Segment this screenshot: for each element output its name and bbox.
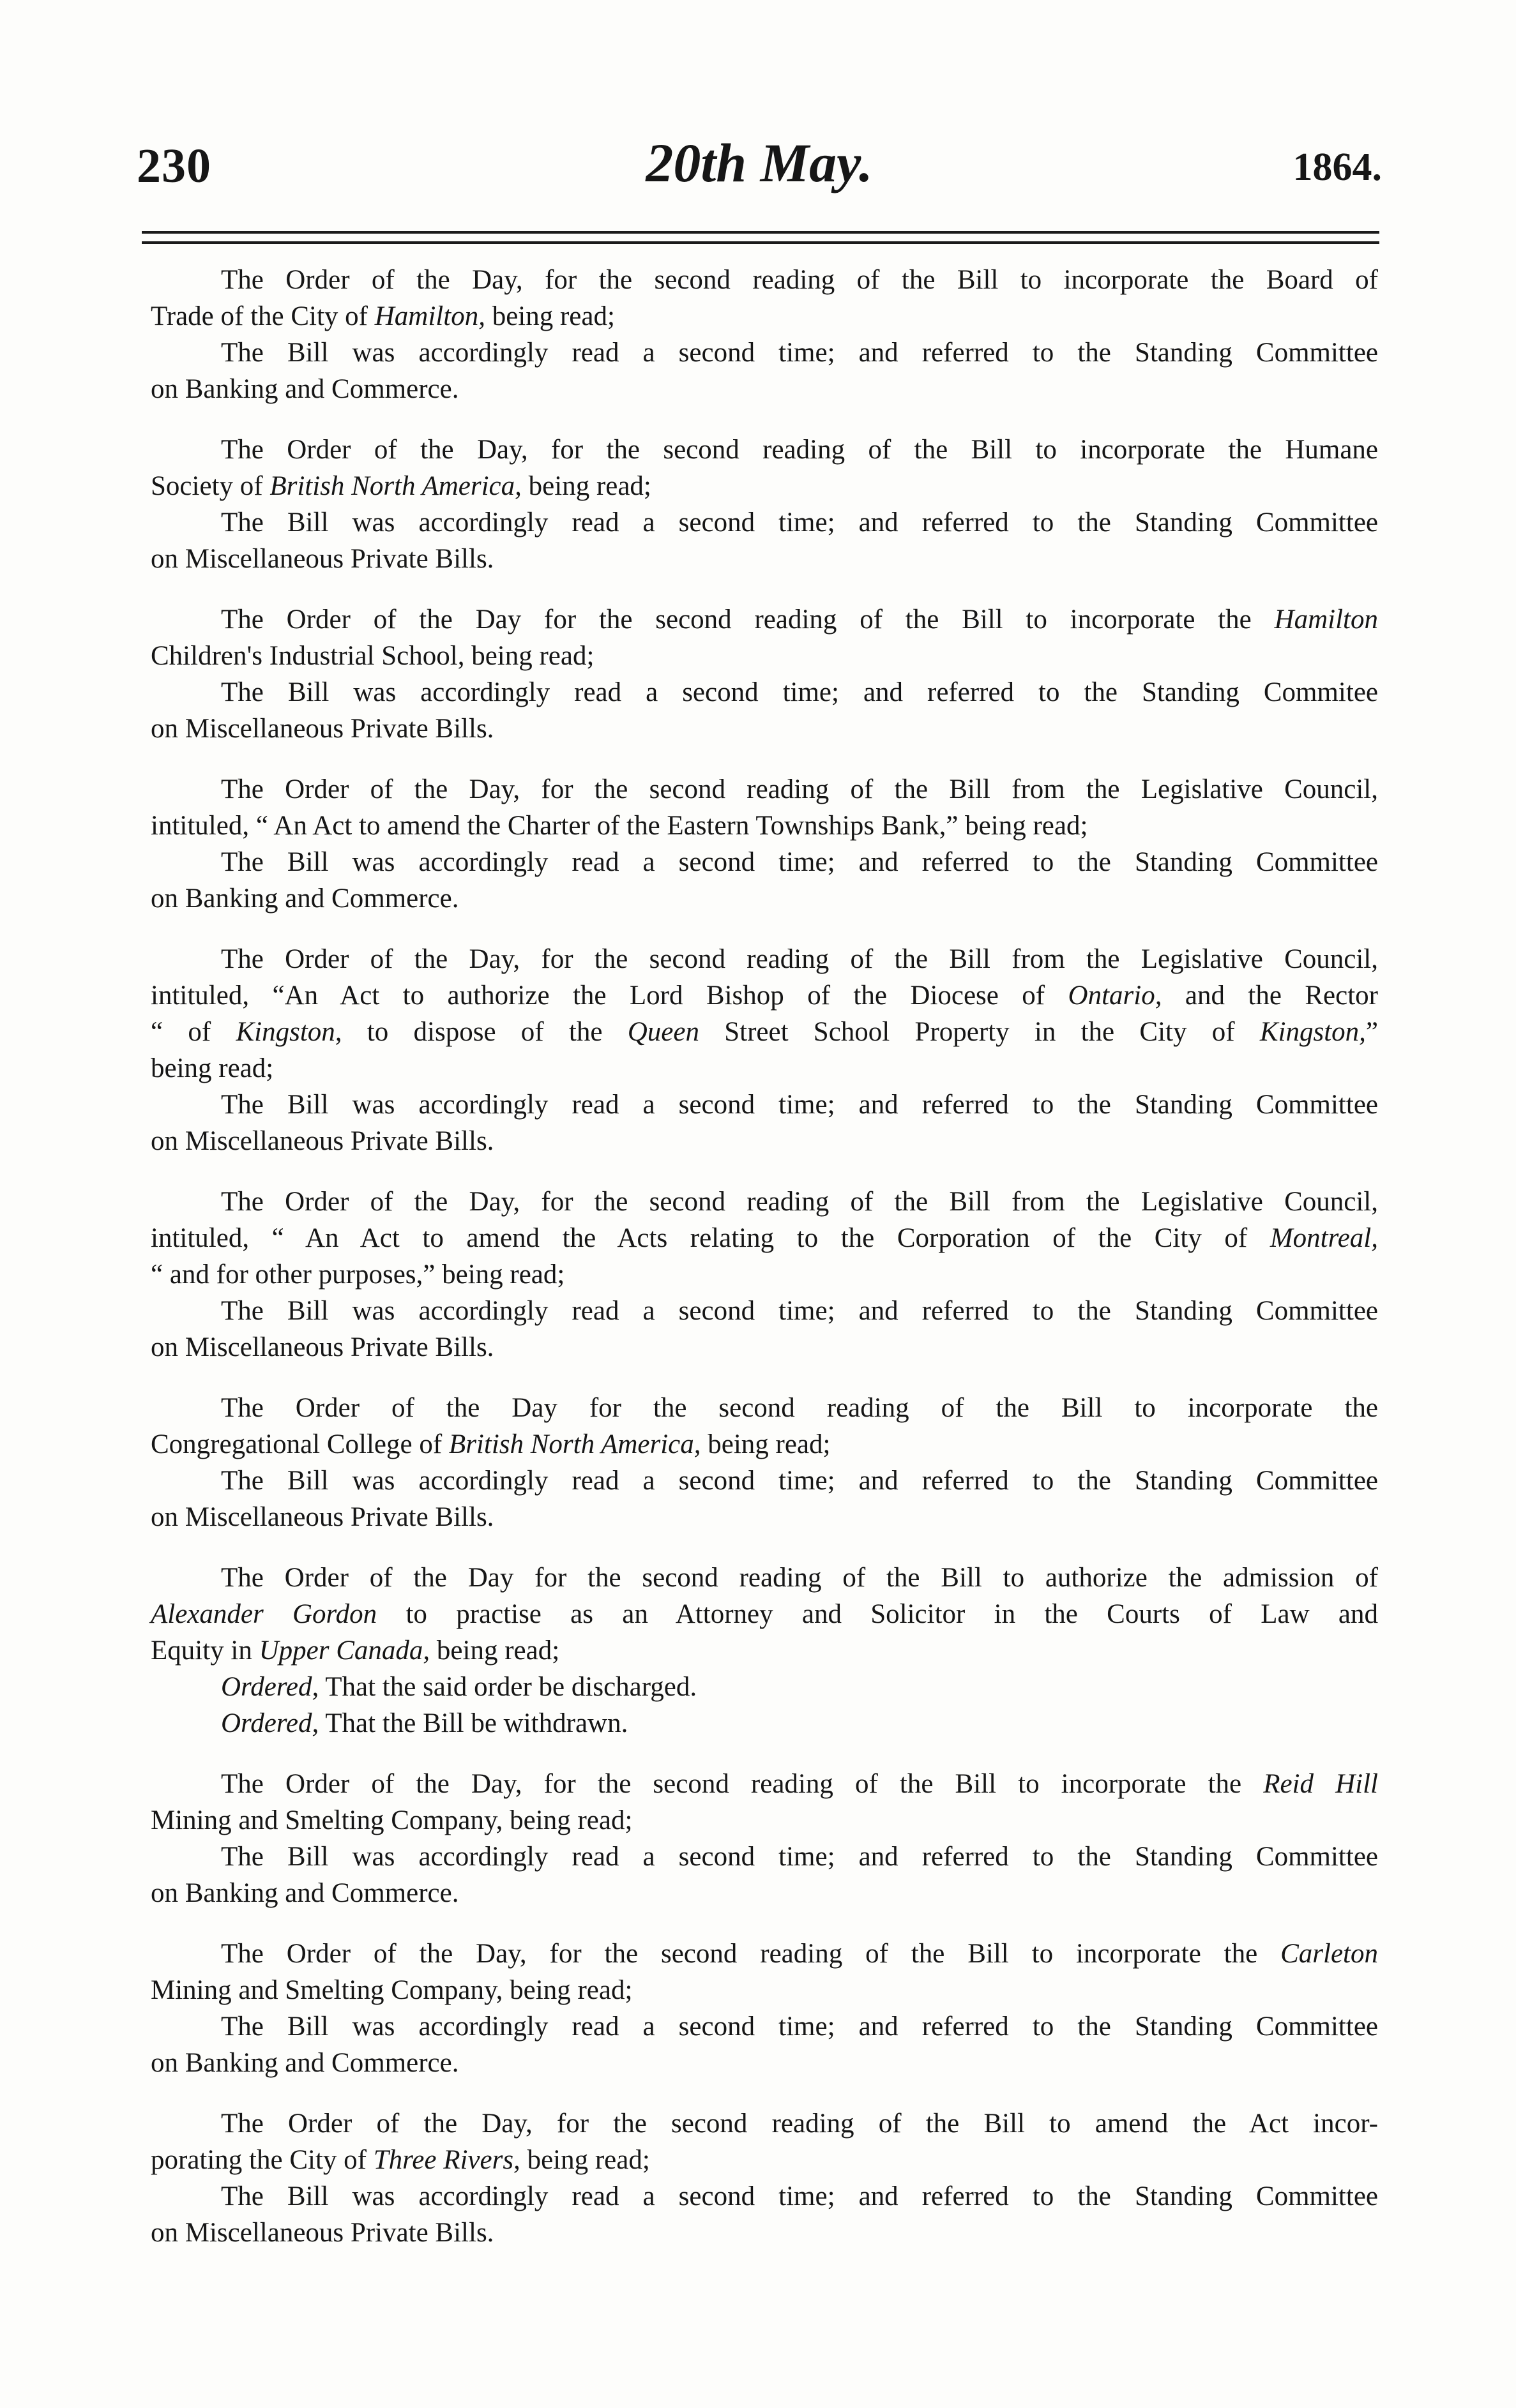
text-run: being read;: [701, 1429, 831, 1459]
entry-line: [151, 844, 1378, 880]
entry-line: [151, 880, 1378, 917]
entry-line: [151, 298, 1378, 335]
entry-line: [151, 504, 1378, 541]
journal-entry: [151, 1184, 1378, 1366]
text-run: Congregational College of: [151, 1429, 449, 1459]
text-run: on Miscellaneous Private Bills.: [151, 1332, 494, 1362]
journal-entry: [151, 432, 1378, 577]
text-run: The Order of the Day for the second reading of the Bill to authorize the admission of: [221, 1563, 1378, 1593]
text-run: The Order of the Day, for the second reading of the Bill from the Legislative Council,: [221, 774, 1378, 804]
entry-line: [151, 432, 1378, 468]
text-run: The Bill was accordingly read a second time; and referred to the Standing Committee: [221, 2012, 1378, 2042]
text-run: The Order of the Day for the second reading of the Bill to incorporate the: [221, 1393, 1378, 1423]
text-run: The Bill was accordingly read a second time; and referred to the Standing Commitee: [221, 677, 1378, 707]
entry-line: [151, 1293, 1378, 1329]
entry-line: [151, 1499, 1378, 1535]
entry-line: [151, 808, 1378, 844]
italic-text: Three Rivers,: [373, 2145, 520, 2175]
entry-line: [151, 371, 1378, 407]
journal-entry: [151, 2105, 1378, 2251]
entry-line: [151, 601, 1378, 638]
entry-line: [151, 1802, 1378, 1839]
entry-line: [151, 1184, 1378, 1220]
text-run: on Banking and Commerce.: [151, 884, 459, 914]
text-run: Society of: [151, 471, 270, 501]
entry-line: [151, 1014, 1378, 1050]
entry-line: [151, 941, 1378, 977]
text-run: The Order of the Day for the second reading of the Bill to incorporate the: [221, 605, 1275, 635]
text-run: porating the City of: [151, 2145, 374, 2175]
entry-line: [151, 2215, 1378, 2251]
entry-line: [151, 1220, 1378, 1256]
text-run: on Miscellaneous Private Bills.: [151, 714, 494, 744]
entry-line: [151, 1050, 1378, 1087]
journal-entries: [151, 262, 1378, 2275]
text-run: intituled, “ An Act to amend the Acts relating to the Corporation of the City of: [151, 1223, 1270, 1253]
journal-entry: [151, 1936, 1378, 2081]
entry-line: [151, 1972, 1378, 2008]
entry-line: [151, 335, 1378, 371]
entry-line: [151, 2008, 1378, 2045]
text-run: on Banking and Commerce.: [151, 2048, 459, 2078]
entry-line: [151, 1560, 1378, 1596]
journal-entry: [151, 941, 1378, 1159]
entry-line: [151, 977, 1378, 1014]
entry-line: [151, 771, 1378, 808]
text-run: The Order of the Day, for the second reading of the Bill from the Legislative Council,: [221, 1187, 1378, 1217]
header-year: 1864.: [1292, 146, 1382, 189]
text-run: Children's Industrial School, being read;: [151, 641, 595, 671]
italic-text: Upper Canada,: [259, 1636, 430, 1666]
text-run: The Bill was accordingly read a second time; and referred to the Standing Committee: [221, 1842, 1378, 1872]
entry-line: [151, 1839, 1378, 1875]
entry-line: [151, 638, 1378, 674]
text-run: “ of: [151, 1017, 236, 1047]
entry-line: [151, 711, 1378, 747]
text-run: Mining and Smelting Company, being read;: [151, 1805, 633, 1835]
text-run: The Bill was accordingly read a second time; and referred to the Standing Committee: [221, 1466, 1378, 1496]
entry-line: [151, 1426, 1378, 1463]
italic-text: Kingston,: [236, 1017, 342, 1047]
header-rule-bottom: [142, 241, 1379, 244]
entry-line: [151, 1875, 1378, 1911]
text-run: intituled, “ An Act to amend the Charter of the Eastern Townships Bank,” being read;: [151, 811, 1088, 841]
entry-line: [151, 1329, 1378, 1366]
text-run: intituled, “An Act to authorize the Lord Bishop of the Diocese of: [151, 981, 1068, 1011]
entry-line: [151, 1123, 1378, 1159]
header-rule-top: [142, 231, 1379, 234]
journal-entry: [151, 601, 1378, 747]
text-run: Street School Property in the City of: [699, 1017, 1260, 1047]
journal-entry: [151, 1390, 1378, 1535]
italic-text: Hamilton: [1274, 605, 1378, 635]
text-run: being read;: [151, 1053, 274, 1083]
entry-line: [151, 468, 1378, 504]
text-run: being read;: [521, 471, 651, 501]
italic-text: Queen: [627, 1017, 699, 1047]
text-run: The Bill was accordingly read a second time; and referred to the Standing Committee: [221, 1296, 1378, 1326]
text-run: The Order of the Day, for the second reading of the Bill to incorporate the Board of: [221, 265, 1378, 295]
text-run: “ and for other purposes,” being read;: [151, 1260, 565, 1290]
text-run: The Order of the Day, for the second reading of the Bill to amend the Act incor-: [221, 2109, 1378, 2139]
header-date: 20th May.: [646, 132, 873, 193]
italic-text: Hamilton,: [374, 301, 485, 331]
italic-text: Alexander Gordon: [151, 1599, 377, 1629]
entry-line: [151, 1669, 1378, 1705]
entry-line: [151, 541, 1378, 577]
text-run: Mining and Smelting Company, being read;: [151, 1975, 633, 2005]
text-run: The Order of the Day, for the second reading of the Bill to incorporate the Humane: [221, 435, 1378, 465]
italic-text: Ordered,: [221, 1708, 319, 1738]
italic-text: Carleton: [1280, 1939, 1378, 1969]
text-run: being read;: [520, 2145, 650, 2175]
entry-line: [151, 1936, 1378, 1972]
text-run: to dispose of the: [342, 1017, 628, 1047]
text-run: The Order of the Day, for the second reading of the Bill to incorporate the: [221, 1769, 1264, 1799]
text-run: on Miscellaneous Private Bills.: [151, 2218, 494, 2248]
entry-line: [151, 262, 1378, 298]
entry-line: [151, 1632, 1378, 1669]
entry-line: [151, 1463, 1378, 1499]
text-run: Equity in: [151, 1636, 259, 1666]
text-run: That the said order be discharged.: [319, 1672, 697, 1702]
entry-line: [151, 2142, 1378, 2178]
text-run: being read;: [430, 1636, 560, 1666]
italic-text: Montreal,: [1270, 1223, 1378, 1253]
text-run: Trade of the City of: [151, 301, 375, 331]
text-run: The Order of the Day, for the second reading of the Bill to incorporate the: [221, 1939, 1281, 1969]
entry-line: [151, 1596, 1378, 1632]
page-header: [137, 131, 1382, 201]
journal-entry: [151, 771, 1378, 917]
journal-entry: [151, 1766, 1378, 1911]
entry-line: [151, 1766, 1378, 1802]
text-run: being read;: [485, 301, 615, 331]
text-run: on Miscellaneous Private Bills.: [151, 544, 494, 574]
entry-line: [151, 674, 1378, 711]
entry-line: [151, 2105, 1378, 2142]
text-run: The Bill was accordingly read a second time; and referred to the Standing Committee: [221, 508, 1378, 538]
text-run: The Bill was accordingly read a second time; and referred to the Standing Committee: [221, 338, 1378, 368]
italic-text: British North America,: [448, 1429, 701, 1459]
text-run: to practise as an Attorney and Solicitor in the Courts of Law and: [377, 1599, 1378, 1629]
text-run: The Bill was accordingly read a second time; and referred to the Standing Committee: [221, 2181, 1378, 2211]
entry-line: [151, 2045, 1378, 2081]
page-number: 230: [137, 139, 211, 193]
italic-text: Ontario,: [1068, 981, 1162, 1011]
italic-text: British North America,: [269, 471, 522, 501]
text-run: The Bill was accordingly read a second time; and referred to the Standing Committee: [221, 847, 1378, 877]
text-run: on Miscellaneous Private Bills.: [151, 1126, 494, 1156]
entry-line: [151, 1087, 1378, 1123]
text-run: on Banking and Commerce.: [151, 374, 459, 404]
italic-text: Ordered,: [221, 1672, 319, 1702]
italic-text: Kingston,: [1259, 1017, 1366, 1047]
text-run: The Bill was accordingly read a second time; and referred to the Standing Committee: [221, 1090, 1378, 1120]
entry-line: [151, 1705, 1378, 1742]
text-run: ”: [1365, 1017, 1379, 1047]
text-run: That the Bill be withdrawn.: [319, 1708, 628, 1738]
entry-line: [151, 1256, 1378, 1293]
journal-entry: [151, 1560, 1378, 1742]
text-run: and the Rector: [1162, 981, 1378, 1011]
text-run: on Miscellaneous Private Bills.: [151, 1502, 494, 1532]
journal-entry: [151, 262, 1378, 407]
italic-text: Reid Hill: [1263, 1769, 1378, 1799]
text-run: The Order of the Day, for the second reading of the Bill from the Legislative Council,: [221, 944, 1378, 974]
entry-line: [151, 2178, 1378, 2215]
entry-line: [151, 1390, 1378, 1426]
text-run: on Banking and Commerce.: [151, 1878, 459, 1908]
